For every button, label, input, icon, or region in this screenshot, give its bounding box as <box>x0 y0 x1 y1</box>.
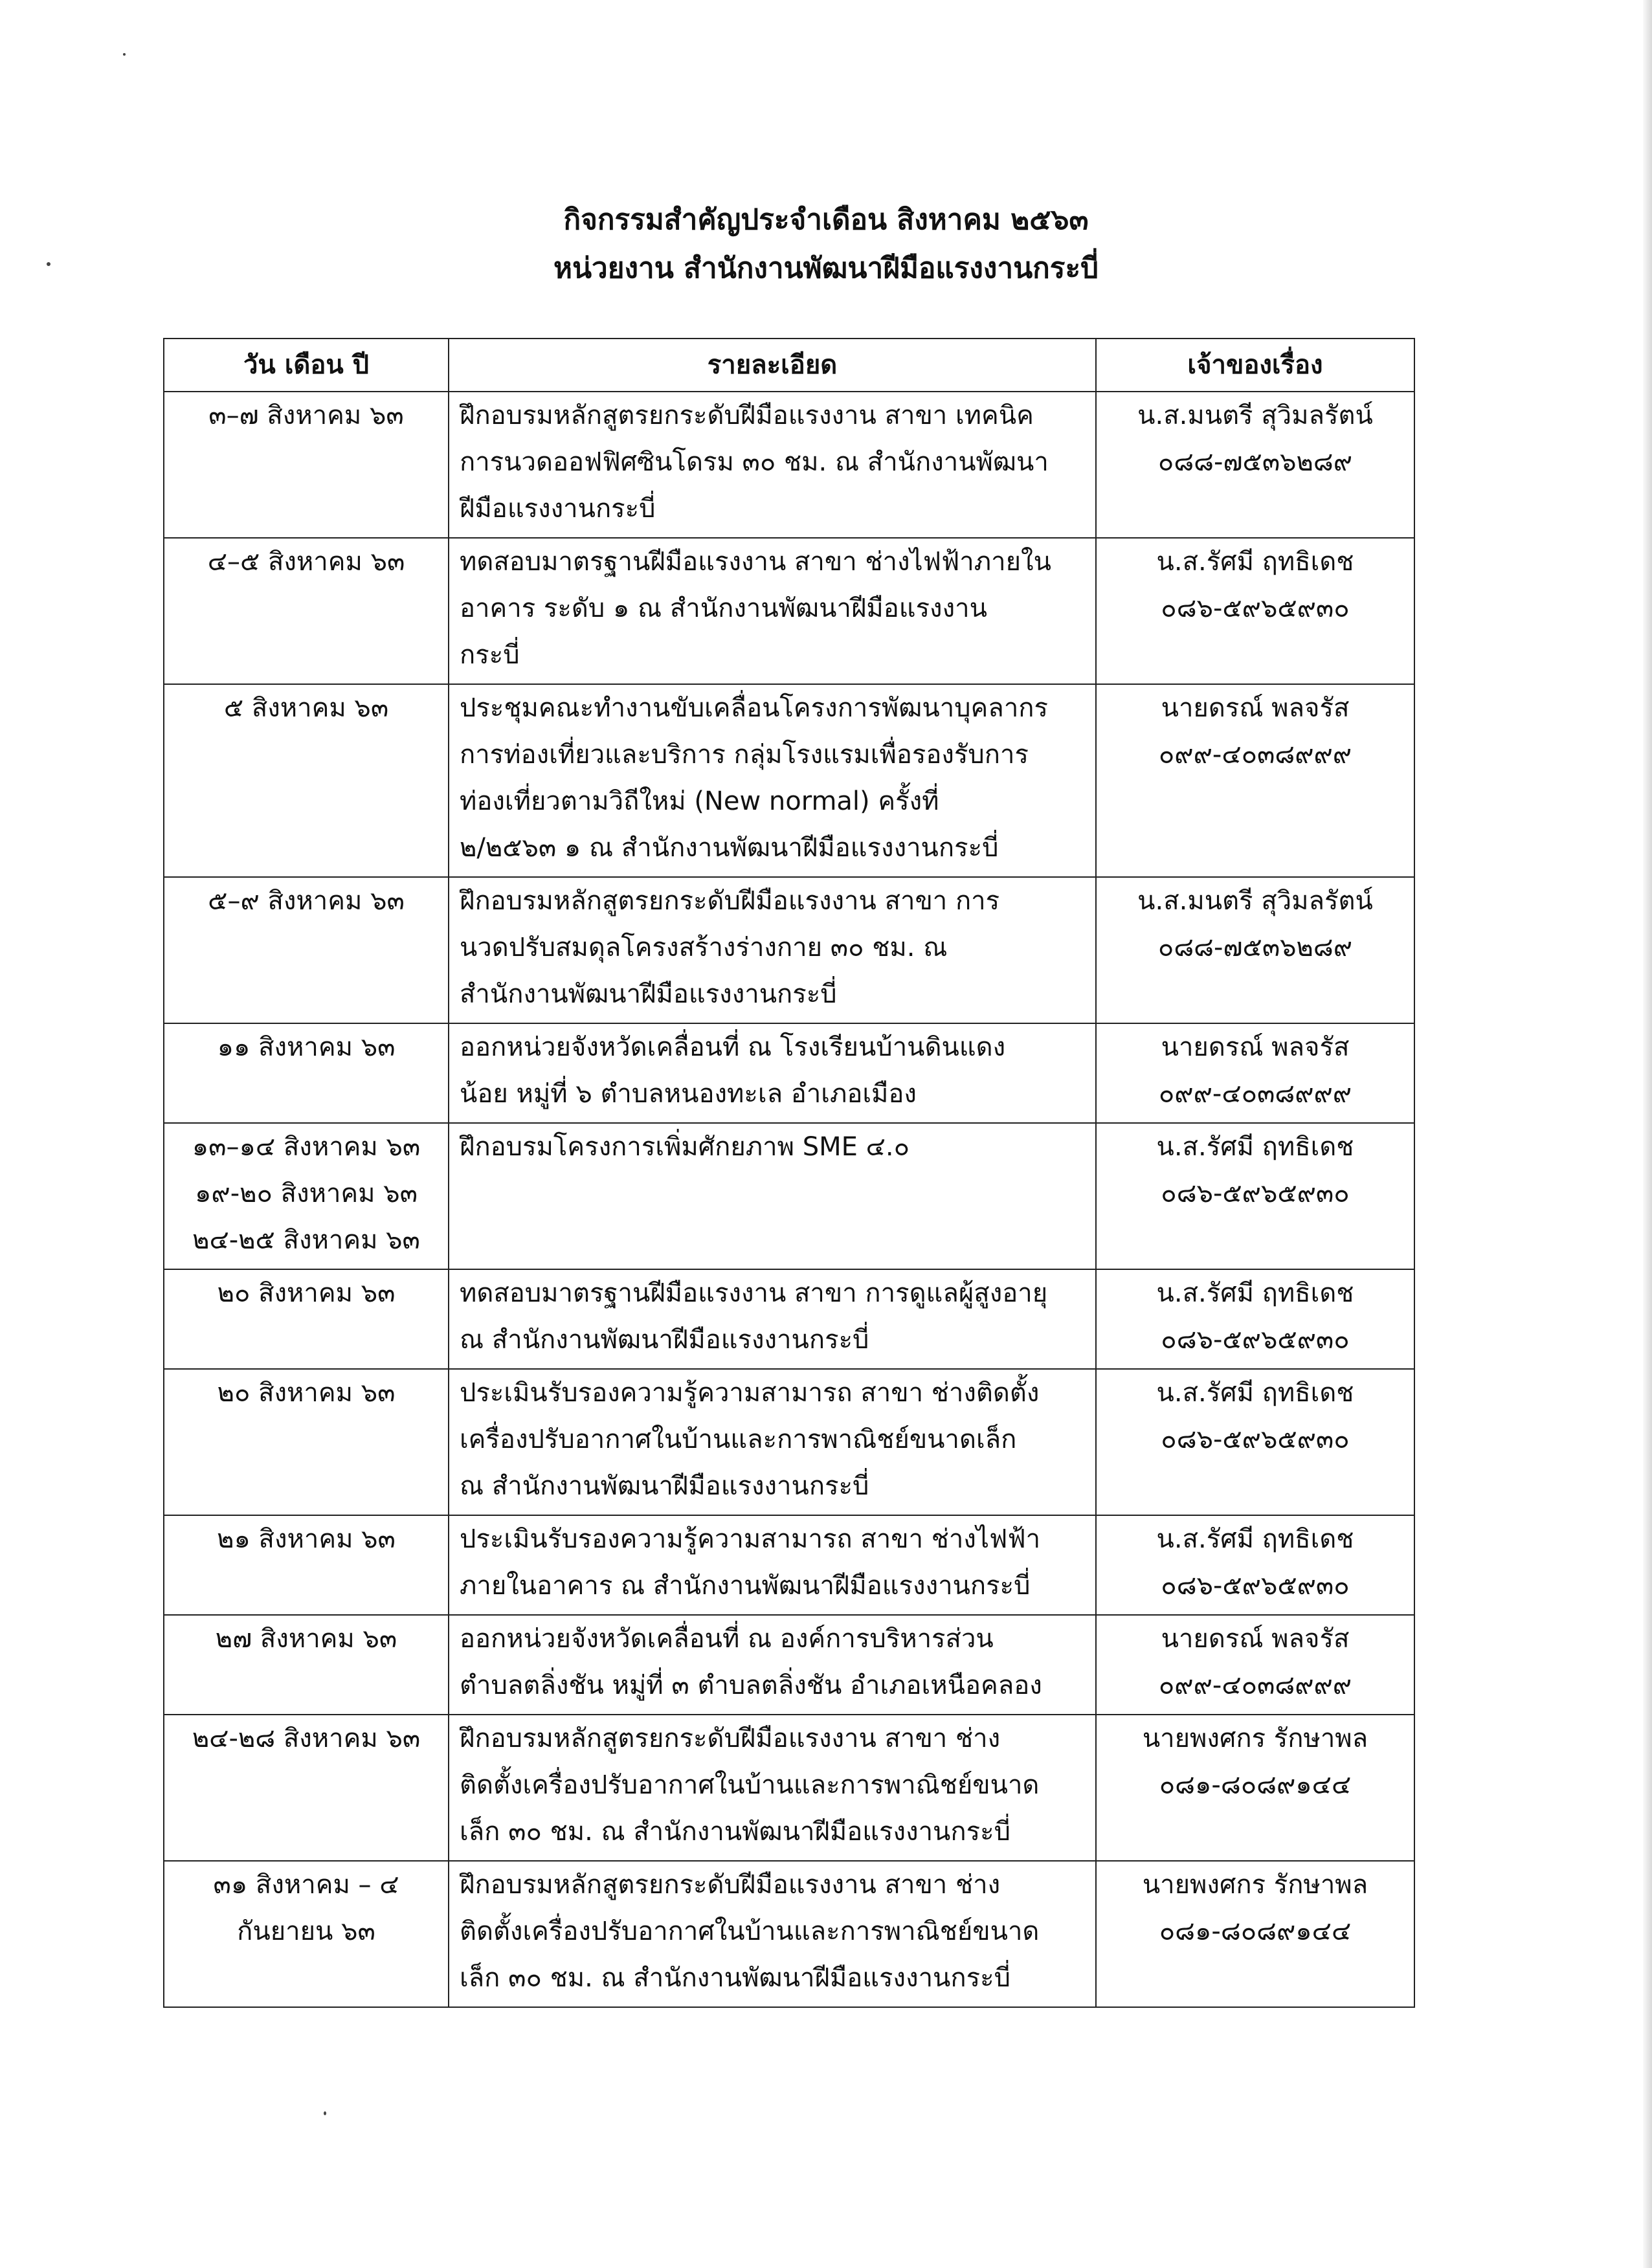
detail-cell <box>449 1023 1096 1123</box>
detail-cell <box>449 1269 1096 1369</box>
detail-line: ติดตั้งเครื่องปรับอากาศในบ้านและการพาณิชย์ขนาด <box>460 1917 1040 1946</box>
table-row <box>164 1269 1414 1369</box>
date-line: ๒๗ สิงหาคม ๖๓ <box>215 1624 397 1654</box>
owner-name: น.ส.รัศมี ฤทธิเดช <box>1156 1524 1354 1554</box>
owner-cell <box>1096 1861 1414 2007</box>
detail-cell <box>449 1123 1096 1269</box>
detail-line: ณ สำนักงานพัฒนาฝีมือแรงงานกระบี่ <box>460 1471 869 1501</box>
detail-line: ฝึกอบรมหลักสูตรยกระดับฝีมือแรงงาน สาขา ช่าง <box>460 1724 1001 1753</box>
date-line: ๕ สิงหาคม ๖๓ <box>223 693 389 723</box>
date-line: ๒๔-๒๕ สิงหาคม ๖๓ <box>192 1225 420 1255</box>
date-line: ๒๑ สิงหาคม ๖๓ <box>217 1524 396 1554</box>
table-row <box>164 877 1414 1023</box>
date-line: ๑๑ สิงหาคม ๖๓ <box>217 1032 396 1062</box>
owner-phone: ๐๘๑-๘๐๘๙๑๔๔ <box>1159 1917 1352 1946</box>
date-cell <box>164 1269 449 1369</box>
owner-cell <box>1096 392 1414 538</box>
detail-line: สำนักงานพัฒนาฝีมือแรงงานกระบี่ <box>460 979 837 1009</box>
table-row <box>164 1615 1414 1715</box>
detail-line: ๒/๒๕๖๓ ๑ ณ สำนักงานพัฒนาฝีมือแรงงานกระบี่ <box>460 833 999 863</box>
detail-line: ออกหน่วยจังหวัดเคลื่อนที่ ณ โรงเรียนบ้านดินแดง <box>460 1032 1006 1062</box>
detail-line: ประเมินรับรองความรู้ความสามารถ สาขา ช่างไฟฟ้า <box>460 1524 1041 1554</box>
owner-name: นายพงศกร รักษาพล <box>1142 1724 1368 1753</box>
detail-cell <box>449 538 1096 684</box>
detail-line: ฝึกอบรมหลักสูตรยกระดับฝีมือแรงงาน สาขา เทคนิค <box>460 401 1034 430</box>
date-line: ๒๔-๒๘ สิงหาคม ๖๓ <box>192 1724 421 1753</box>
owner-cell <box>1096 1515 1414 1615</box>
page-edge-shadow <box>1643 0 1652 2268</box>
owner-name: น.ส.มนตรี สุวิมลรัตน์ <box>1137 401 1373 430</box>
date-cell <box>164 1515 449 1615</box>
detail-line: การท่องเที่ยวและบริการ กลุ่มโรงแรมเพื่อรองรับการ <box>460 740 1029 770</box>
date-line: ๑๙-๒๐ สิงหาคม ๖๓ <box>195 1179 418 1208</box>
owner-cell <box>1096 877 1414 1023</box>
owner-name: นายดรณ์ พลจรัส <box>1161 1624 1350 1654</box>
owner-cell <box>1096 1369 1414 1515</box>
date-line: ๓๑ สิงหาคม – ๔ <box>213 1870 399 1900</box>
owner-cell <box>1096 1715 1414 1861</box>
owner-cell <box>1096 1023 1414 1123</box>
table-row <box>164 1023 1414 1123</box>
owner-name: นายพงศกร รักษาพล <box>1142 1870 1368 1900</box>
date-line: ๒๐ สิงหาคม ๖๓ <box>217 1378 396 1408</box>
date-cell <box>164 538 449 684</box>
owner-phone: ๐๘๘-๗๕๓๖๒๘๙ <box>1157 933 1353 962</box>
detail-cell <box>449 1861 1096 2007</box>
detail-line: ฝึกอบรมโครงการเพิ่มศักยภาพ SME ๔.๐ <box>460 1132 910 1162</box>
owner-name: น.ส.รัศมี ฤทธิเดช <box>1156 1378 1354 1408</box>
detail-line: เล็ก ๓๐ ชม. ณ สำนักงานพัฒนาฝีมือแรงงานกระบี่ <box>460 1817 1010 1847</box>
owner-name: น.ส.รัศมี ฤทธิเดช <box>1156 1132 1354 1162</box>
detail-cell <box>449 392 1096 538</box>
document-title: กิจกรรมสำคัญประจำเดือน สิงหาคม ๒๕๖๓ <box>563 203 1089 236</box>
date-cell <box>164 392 449 538</box>
table-row <box>164 1861 1414 2007</box>
table-row <box>164 1715 1414 1861</box>
table-row <box>164 392 1414 538</box>
table-row <box>164 1369 1414 1515</box>
detail-cell <box>449 1615 1096 1715</box>
detail-line: ท่องเที่ยวตามวิถีใหม่ (New normal) ครั้งที่ <box>460 786 939 816</box>
header-owner: เจ้าของเรื่อง <box>1096 339 1414 392</box>
detail-line: ประชุมคณะทำงานขับเคลื่อนโครงการพัฒนาบุคลากร <box>460 693 1048 723</box>
date-cell <box>164 1123 449 1269</box>
scan-speck <box>123 53 126 56</box>
table-row <box>164 1123 1414 1269</box>
detail-cell <box>449 1369 1096 1515</box>
detail-line: ติดตั้งเครื่องปรับอากาศในบ้านและการพาณิชย์ขนาด <box>460 1770 1040 1800</box>
detail-line: การนวดออฟฟิศซินโดรม ๓๐ ชม. ณ สำนักงานพัฒนา <box>460 447 1049 477</box>
date-line: ๑๓–๑๔ สิงหาคม ๖๓ <box>192 1132 421 1162</box>
detail-cell <box>449 877 1096 1023</box>
detail-line: ทดสอบมาตรฐานฝีมือแรงงาน สาขา ช่างไฟฟ้าภายใน <box>460 547 1051 577</box>
detail-cell <box>449 684 1096 877</box>
owner-phone: ๐๘๑-๘๐๘๙๑๔๔ <box>1159 1770 1352 1800</box>
detail-line: น้อย หมู่ที่ ๖ ตำบลหนองทะเล อำเภอเมือง <box>460 1079 917 1109</box>
owner-phone: ๐๘๖-๕๙๖๕๙๓๐ <box>1161 594 1350 623</box>
owner-name: น.ส.มนตรี สุวิมลรัตน์ <box>1137 886 1373 916</box>
owner-cell <box>1096 538 1414 684</box>
owner-phone: ๐๙๙-๔๐๓๘๙๙๙ <box>1158 1079 1352 1109</box>
date-cell <box>164 684 449 877</box>
date-cell <box>164 1615 449 1715</box>
owner-cell <box>1096 1269 1414 1369</box>
date-cell <box>164 1861 449 2007</box>
activity-schedule-table <box>163 338 1415 2008</box>
date-cell <box>164 1023 449 1123</box>
detail-line: ทดสอบมาตรฐานฝีมือแรงงาน สาขา การดูแลผู้สูงอายุ <box>460 1278 1048 1308</box>
date-line: กันยายน ๖๓ <box>237 1917 375 1946</box>
table-row <box>164 684 1414 877</box>
detail-cell <box>449 1715 1096 1861</box>
date-line: ๓–๗ สิงหาคม ๖๓ <box>208 401 404 430</box>
detail-line: ตำบลตลิ่งชัน หมู่ที่ ๓ ตำบลตลิ่งชัน อำเภอเหนือคลอง <box>460 1671 1042 1700</box>
owner-cell <box>1096 1123 1414 1269</box>
table-row <box>164 538 1414 684</box>
date-cell <box>164 1715 449 1861</box>
header-detail: รายละเอียด <box>449 339 1096 392</box>
owner-phone: ๐๘๖-๕๙๖๕๙๓๐ <box>1161 1179 1350 1208</box>
table-header-row <box>164 339 1414 392</box>
detail-cell <box>449 1515 1096 1615</box>
owner-phone: ๐๘๘-๗๕๓๖๒๘๙ <box>1157 447 1353 477</box>
detail-line: ฝึกอบรมหลักสูตรยกระดับฝีมือแรงงาน สาขา ช่าง <box>460 1870 1001 1900</box>
owner-phone: ๐๙๙-๔๐๓๘๙๙๙ <box>1158 740 1352 770</box>
owner-phone: ๐๘๖-๕๙๖๕๙๓๐ <box>1161 1425 1350 1454</box>
detail-line: อาคาร ระดับ ๑ ณ สำนักงานพัฒนาฝีมือแรงงาน <box>460 594 987 623</box>
owner-phone: ๐๘๖-๕๙๖๕๙๓๐ <box>1161 1571 1350 1601</box>
owner-name: น.ส.รัศมี ฤทธิเดช <box>1156 547 1354 577</box>
detail-line: กระบี่ <box>460 640 520 670</box>
date-line: ๔–๕ สิงหาคม ๖๓ <box>207 547 405 577</box>
owner-phone: ๐๘๖-๕๙๖๕๙๓๐ <box>1161 1325 1350 1355</box>
detail-line: เล็ก ๓๐ ชม. ณ สำนักงานพัฒนาฝีมือแรงงานกระบี่ <box>460 1963 1010 1993</box>
detail-line: ประเมินรับรองความรู้ความสามารถ สาขา ช่างติดตั้ง <box>460 1378 1040 1408</box>
detail-line: ออกหน่วยจังหวัดเคลื่อนที่ ณ องค์การบริหารส่วน <box>460 1624 994 1654</box>
header-date: วัน เดือน ปี <box>164 339 449 392</box>
owner-name: นายดรณ์ พลจรัส <box>1161 1032 1350 1062</box>
scan-speck <box>324 2111 326 2115</box>
detail-line: ภายในอาคาร ณ สำนักงานพัฒนาฝีมือแรงงานกระบี่ <box>460 1571 1031 1601</box>
table-row <box>164 1515 1414 1615</box>
owner-name: น.ส.รัศมี ฤทธิเดช <box>1156 1278 1354 1308</box>
detail-line: ฝึกอบรมหลักสูตรยกระดับฝีมือแรงงาน สาขา การ <box>460 886 1000 916</box>
detail-line: ฝีมือแรงงานกระบี่ <box>460 494 656 524</box>
owner-cell <box>1096 684 1414 877</box>
owner-phone: ๐๙๙-๔๐๓๘๙๙๙ <box>1158 1671 1352 1700</box>
date-line: ๒๐ สิงหาคม ๖๓ <box>217 1278 396 1308</box>
owner-name: นายดรณ์ พลจรัส <box>1161 693 1350 723</box>
detail-line: เครื่องปรับอากาศในบ้านและการพาณิชย์ขนาดเล็ก <box>460 1425 1017 1454</box>
detail-line: นวดปรับสมดุลโครงสร้างร่างกาย ๓๐ ชม. ณ <box>460 933 948 962</box>
date-cell <box>164 877 449 1023</box>
owner-cell <box>1096 1615 1414 1715</box>
date-line: ๕–๙ สิงหาคม ๖๓ <box>208 886 405 916</box>
date-cell <box>164 1369 449 1515</box>
document-subtitle: หน่วยงาน สำนักงานพัฒนาฝีมือแรงงานกระบี่ <box>553 252 1099 285</box>
detail-line: ณ สำนักงานพัฒนาฝีมือแรงงานกระบี่ <box>460 1325 869 1355</box>
